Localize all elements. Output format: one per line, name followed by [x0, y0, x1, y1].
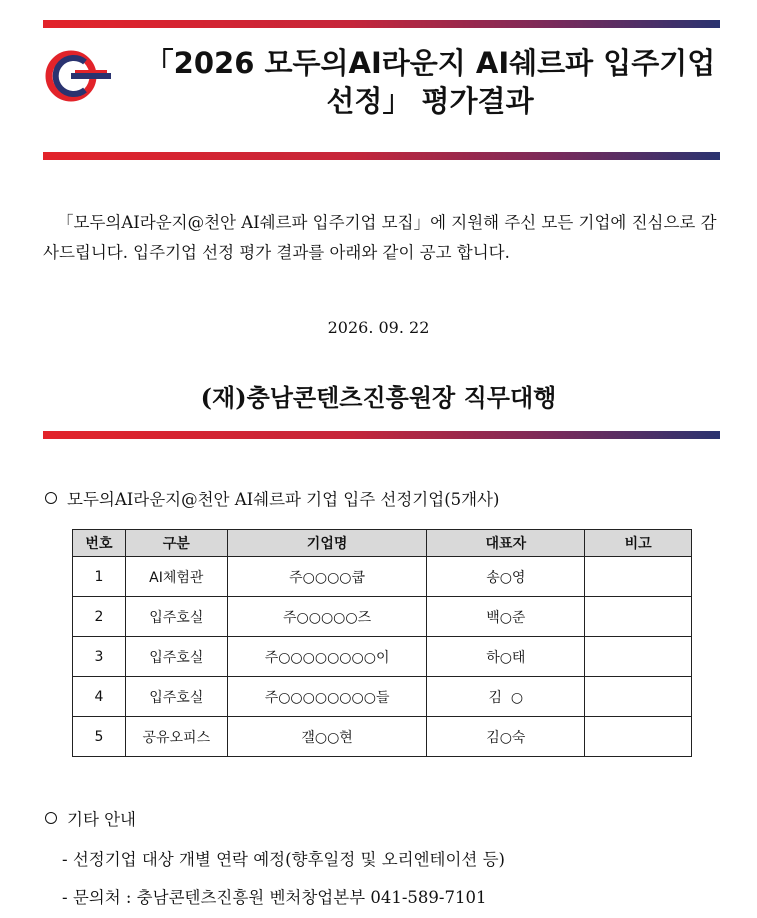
top-divider-bar	[43, 20, 720, 28]
cell-representative: 김 ○	[427, 677, 585, 717]
intro-paragraph: 「모두의AI라운지@천안 AI쉐르파 입주기업 모집」에 지원해 주신 모든 기업에 진심으로 감사드립니다. 입주기업 선정 평가 결과를 아래와 같이 공고 합니다.	[43, 213, 717, 262]
table-row	[73, 717, 692, 757]
cell-note	[585, 717, 692, 757]
table-row	[73, 637, 692, 677]
cell-number: 1	[73, 557, 126, 597]
circle-bullet-icon	[45, 812, 57, 824]
header-category: 구분	[125, 530, 227, 557]
cell-category: 입주호실	[125, 677, 227, 717]
table-row	[73, 597, 692, 637]
cell-representative: 김○숙	[427, 717, 585, 757]
cell-representative: 송○영	[427, 557, 585, 597]
table-row	[73, 557, 692, 597]
title-line-2-a: 선정	[326, 84, 383, 118]
cell-company: 주○○○○쿱	[227, 557, 427, 597]
cell-company: 주○○○○○○○○들	[227, 677, 427, 717]
cell-representative: 백○준	[427, 597, 585, 637]
cell-note	[585, 677, 692, 717]
cell-category: 공유오피스	[125, 717, 227, 757]
cell-number: 3	[73, 637, 126, 677]
cell-number: 4	[73, 677, 126, 717]
logo-icon	[45, 50, 115, 102]
cell-category: AI체험관	[125, 557, 227, 597]
title-line-2-b: 」 평가결과	[382, 84, 534, 118]
cell-company: 갤○○현	[227, 717, 427, 757]
circle-bullet-icon	[45, 492, 57, 504]
issuer-name: (재)충남콘텐츠진흥원장 직무대행	[200, 383, 557, 412]
title-line-1: 「2026 모두의AI라운지 AI쉐르파 입주기업	[144, 46, 716, 80]
cell-company: 주○○○○○○○○이	[227, 637, 427, 677]
cell-note	[585, 637, 692, 677]
table-row	[73, 677, 692, 717]
title-line-2	[130, 82, 730, 120]
announcement-date: 2026. 09. 22	[327, 318, 430, 337]
cell-category: 입주호실	[125, 597, 227, 637]
middle-divider-bar	[43, 431, 720, 439]
guide-item: - 문의처 : 충남콘텐츠진흥원 벤처창업본부 041-589-7101	[62, 888, 487, 907]
section-title: 기타 안내	[67, 810, 137, 829]
header-divider-bar	[43, 152, 720, 160]
cell-note	[585, 597, 692, 637]
cell-number: 5	[73, 717, 126, 757]
section-other-info	[45, 806, 136, 830]
header-representative: 대표자	[427, 530, 585, 557]
cell-company: 주○○○○○즈	[227, 597, 427, 637]
page-title	[130, 44, 730, 120]
cell-representative: 하○태	[427, 637, 585, 677]
header-number: 번호	[73, 530, 126, 557]
selection-table	[72, 529, 692, 757]
header-company: 기업명	[227, 530, 427, 557]
cell-category: 입주호실	[125, 637, 227, 677]
cell-number: 2	[73, 597, 126, 637]
guide-item: - 선정기업 대상 개별 연락 예정(향후일정 및 오리엔테이션 등)	[62, 850, 505, 869]
section-selected-companies	[45, 486, 499, 510]
section-title: 모두의AI라운지@천안 AI쉐르파 기업 입주 선정기업(5개사)	[67, 490, 500, 509]
header-note: 비고	[585, 530, 692, 557]
cell-note	[585, 557, 692, 597]
table-header-row	[73, 530, 692, 557]
